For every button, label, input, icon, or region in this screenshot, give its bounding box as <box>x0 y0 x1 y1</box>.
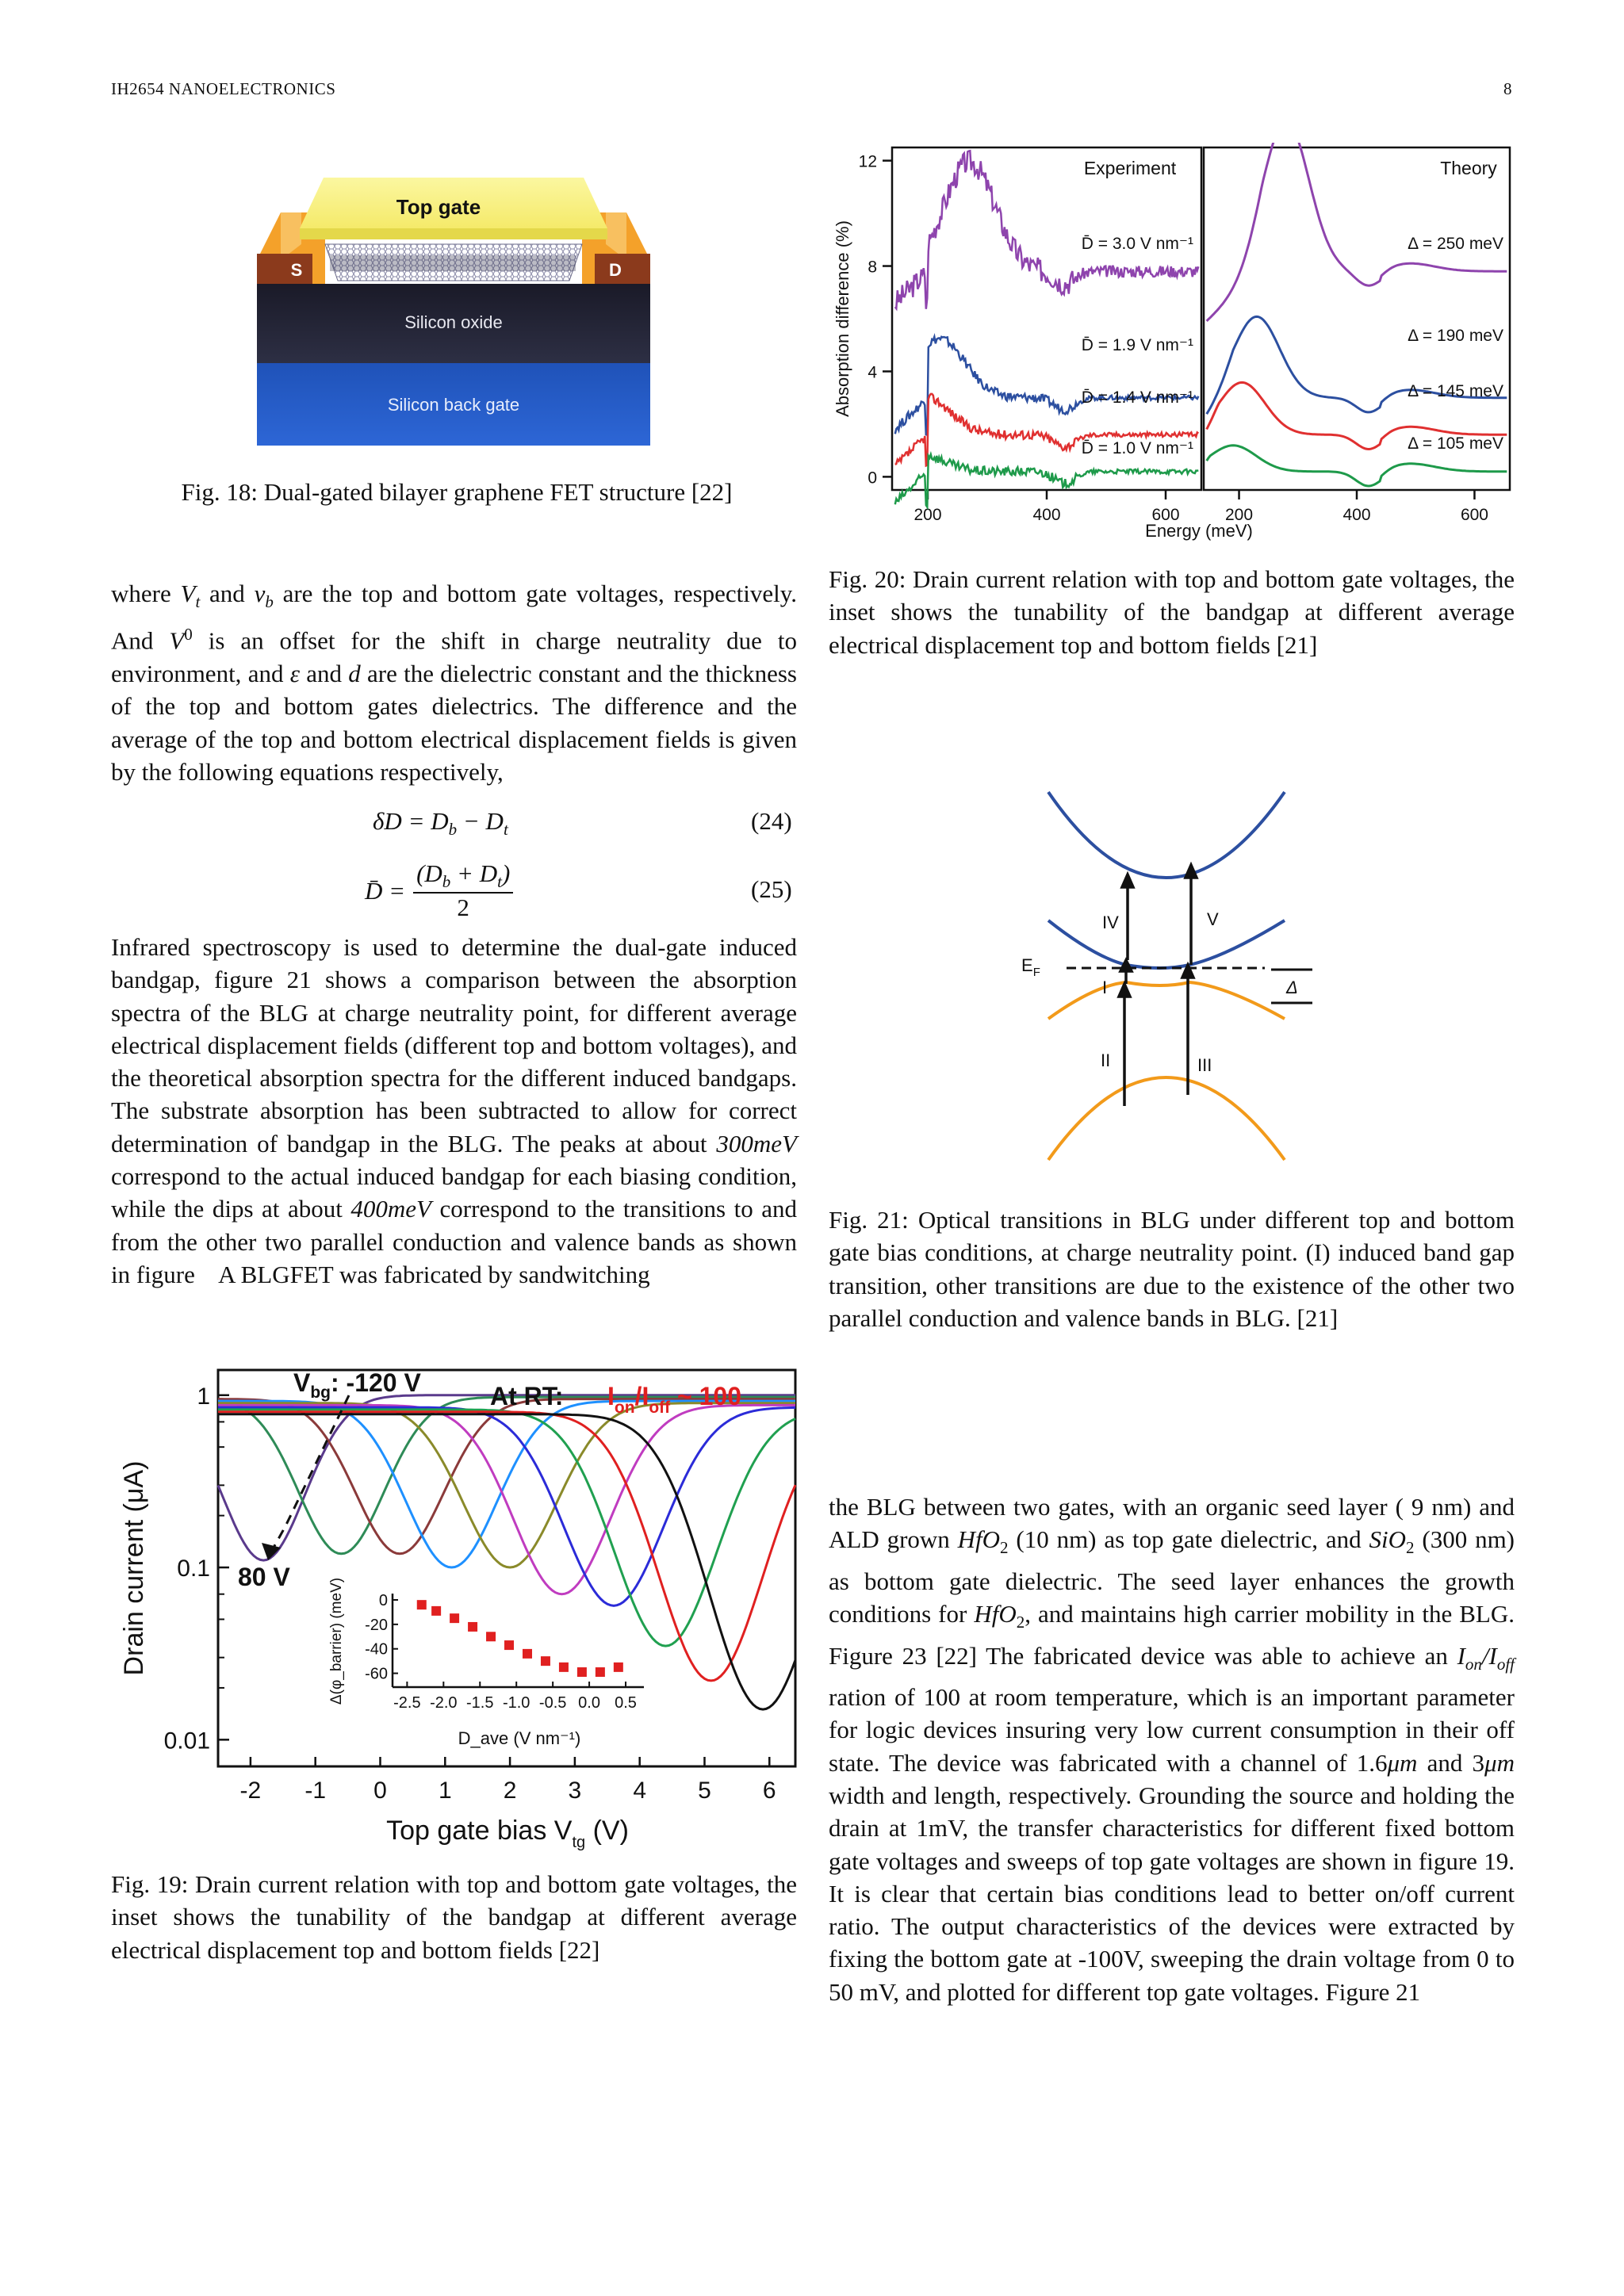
equation-24: $\delta D = D_b - D_t$ <box>373 807 508 840</box>
fig19-inset-x-tick-label: -1.5 <box>466 1694 494 1712</box>
fig20-x-axis-label: Energy (meV) <box>1145 521 1253 541</box>
fig19-caption: Fig. 19: Drain current relation with top and bottom gate voltages, the inset shows the tunability of the bandgap at different average electrical displacement top and bottom fields [22] <box>111 1870 797 1964</box>
fig20-x-tick-label: 400 <box>1032 506 1061 524</box>
fig19-x-tick-label: -1 <box>304 1777 327 1804</box>
fig19-inset-x-tick-label: 0.5 <box>615 1694 637 1712</box>
top-gate-label: Top gate <box>396 195 481 219</box>
fig20-theory-series-label: Δ = 190 meV <box>1408 327 1503 345</box>
equation-25: D̄ = $\frac{(D_b + D_t)}{2}$ <box>365 859 513 922</box>
fig19-at-rt: At RT: <box>490 1382 564 1410</box>
left-para-1: where $V_t$ and $v_b$ are the top and bottom gate voltages, respectively. And $V^0$ is an offset for the shift in charge neutrality due to environment, and ε and d are the dielectric constant and the thickness of the top and bottom gates dielectrics. The difference and the average of the top and bottom electrical displacement fields is given by the following equations respectively, <box>111 580 797 786</box>
running-header: IH2654 NANOELECTRONICS <box>111 79 336 98</box>
fig20-x-tick-label: 600 <box>1460 506 1488 524</box>
fig19-inset-x-tick-label: -0.5 <box>538 1694 567 1712</box>
fig19-inset <box>328 1578 644 1748</box>
fig20-exp-series-label: D̄ = 1.4 V nm⁻¹ <box>1081 388 1193 407</box>
fig20-exp-series-label: D̄ = 1.0 V nm⁻¹ <box>1081 439 1193 457</box>
conduction-band-upper <box>1048 792 1285 878</box>
fig18-caption: Fig. 18: Dual-gated bilayer graphene FET structure [22] <box>181 478 733 506</box>
fig20-y-tick-label: 8 <box>868 258 877 277</box>
fig19-inset-point <box>504 1640 514 1650</box>
equation-24-number: (24) <box>751 807 792 835</box>
left-para-2: Infrared spectroscopy is used to determine the dual-gate induced bandgap, figure 21 shows a comparison between the absorption spectra of the BLG at charge neutrality point, for different average electrical displacement fields (different top and bottom voltages), and the theoretical absorption spectra for the different induced bandgaps. The substrate absorption has been subtracted to allow for correct determination of bandgap in the BLG. The peaks at about 300meV correspond to the actual induced bandgap for each biasing condition, while the dips at about 400meV correspond to the transitions to and from the other two parallel conduction and valence bands as shown in figure A BLGFET was fabricated by sandwitching <box>111 933 797 1288</box>
fig20-theory-series-label: Δ = 250 meV <box>1408 235 1503 253</box>
fig20-x-tick-label: 200 <box>1225 506 1254 524</box>
fig19-curve-2 <box>218 1399 795 1554</box>
fig20-chart <box>825 143 1538 555</box>
fig20-exp-series-label: D̄ = 3.0 V nm⁻¹ <box>1081 235 1193 253</box>
fig19-inset-x-tick-label: -2.5 <box>393 1694 421 1712</box>
fig19-inset-point <box>468 1622 477 1632</box>
fig19-curve-1 <box>218 1397 795 1554</box>
fig20-x-tick-label: 200 <box>914 506 942 524</box>
fig18-device-diagram <box>252 149 655 447</box>
fig19-inset-point <box>559 1663 569 1672</box>
label-II: II <box>1101 1050 1111 1070</box>
label-IV: IV <box>1102 913 1119 932</box>
label-V: V <box>1207 909 1219 929</box>
fig19-inset-y-tick-label: 0 <box>378 1592 388 1609</box>
label-I: I <box>1102 978 1108 997</box>
fig19-inset-x-tick-label: -1.0 <box>502 1694 530 1712</box>
source-label: S <box>290 260 303 280</box>
oxide-label: Silicon oxide <box>404 312 503 332</box>
fig19-inset-y-tick-label: -60 <box>365 1665 388 1683</box>
fig19-inset-y-label: Δ(φ_barrier) (meV) <box>328 1577 345 1705</box>
fig19-x-tick-label: 3 <box>568 1777 582 1804</box>
fig20-theory-series-label: Δ = 145 meV <box>1408 382 1503 400</box>
fig20-exp-series-label: D̄ = 1.9 V nm⁻¹ <box>1081 336 1193 354</box>
fig19-x-tick-label: 4 <box>633 1777 647 1804</box>
fig19-x-tick-label: 2 <box>503 1777 517 1804</box>
fig20-exp-title: Experiment <box>1083 158 1177 178</box>
fig19-y-tick-label: 0.1 <box>177 1556 210 1582</box>
fig19-inset-point <box>523 1649 532 1659</box>
fig20-caption: Fig. 20: Drain current relation with top and bottom gate voltages, the inset shows the tunability of the bandgap at different average electrical displacement top and bottom fields [21] <box>829 565 1515 659</box>
valence-band-upper <box>1048 982 1285 1019</box>
fig20-x-tick-label: 400 <box>1342 506 1371 524</box>
label-III: III <box>1197 1055 1212 1075</box>
fig19-inset-x-tick-label: -2.0 <box>430 1694 458 1712</box>
fig19-inset-point <box>450 1613 459 1623</box>
fig19-x-tick-label: 0 <box>373 1777 387 1804</box>
fig19-vbg-label: $V_{bg}$: -120 V <box>293 1368 421 1402</box>
right-para: the BLG between two gates, with an organic seed layer ( 9 nm) and ALD grown HfO$_2$ (10 nm) as top gate dielectric, and SiO$_2$ (300 nm) as bottom gate dielectric. The seed layer enhances the growth conditions for HfO$_2$, and maintains high carrier mobility in the BLG. Figure 23 [22] The fabricated device was able to achieve an $I_{on}/I_{off}$ ration of 100 at room temperature, which is an important parameter for logic devices insuring very low current consumption in their off state. The device was fabricated with a channel of 1.6μm and 3μm width and length, respectively. Grounding the source and holding the drain at 1mV, the transfer characteristics for different fixed bottom gate voltages and sweeps of top gate voltages are shown in figure 19. It is clear that certain bias conditions lead to better on/off current ratio. The output characteristics of the devices were extracted by fixing the bottom gate at -100V, sweeping the drain voltage from 0 to 50 mV, and plotted for different top gate voltages. Figure 21 <box>829 1493 1515 2006</box>
fig20-x-tick-label: 600 <box>1151 506 1180 524</box>
fig19-y-tick-label: 1 <box>197 1383 210 1410</box>
fig20-theory-title: Theory <box>1440 158 1497 178</box>
fig20-y-tick-label: 12 <box>858 152 877 171</box>
fig19-x-tick-label: 1 <box>438 1777 452 1804</box>
fig19-y-axis-label: Drain current (μA) <box>119 1460 149 1676</box>
fig19-x-tick-label: -2 <box>239 1777 262 1804</box>
fig20-y-tick-label: 4 <box>868 363 877 382</box>
fig19-inset-y-tick-label: -40 <box>365 1640 388 1659</box>
fig19-curve-8 <box>218 1412 795 1681</box>
drain-label: D <box>609 260 622 280</box>
fig19-inset-point <box>431 1606 441 1616</box>
fig19-ratio-label: $I_{on}/I_{off}$ ~ 100 <box>607 1382 742 1417</box>
fig19-y-tick-label: 0.01 <box>163 1728 210 1755</box>
fig21-diagram <box>1007 781 1340 1185</box>
page-number: 8 <box>1503 79 1512 98</box>
fig20-y-tick-label: 0 <box>868 469 877 488</box>
fig21-caption: Fig. 21: Optical transitions in BLG under different top and bottom gate bias conditions, at charge neutrality point. (I) induced band gap transition, other transitions are due to the existence of the other two parallel conduction and valence bands in BLG. [21] <box>829 1206 1515 1332</box>
fig20-theory-series-label: Δ = 105 meV <box>1408 434 1503 453</box>
delta-label: Δ <box>1286 978 1298 997</box>
fig19-x-axis-label: Top gate bias $V_{tg}$ (V) <box>386 1816 629 1851</box>
fig19-80v-label: 80 V <box>238 1563 290 1591</box>
fig19-inset-point <box>596 1667 605 1677</box>
fig20-y-axis-label: Absorption difference (%) <box>833 220 852 417</box>
fig19-inset-y-tick-label: -20 <box>365 1616 388 1634</box>
ef-label: $E_F$ <box>1021 955 1040 979</box>
fig19-inset-point <box>614 1663 623 1672</box>
fig19-curve-0 <box>218 1395 795 1560</box>
equation-25-number: (25) <box>751 875 792 903</box>
back-gate-label: Silicon back gate <box>387 395 520 415</box>
conduction-band-lower <box>1048 920 1285 968</box>
fig19-chart <box>111 1356 802 1863</box>
fig19-x-tick-label: 5 <box>698 1777 711 1804</box>
fig19-curve-9 <box>218 1414 795 1709</box>
fig19-inset-point <box>577 1667 587 1677</box>
fig19-curve-7 <box>218 1410 795 1646</box>
fig19-inset-x-label: D_ave (V nm⁻¹) <box>458 1728 581 1748</box>
fig19-inset-x-tick-label: 0.0 <box>578 1694 600 1712</box>
fig19-inset-point <box>486 1632 496 1641</box>
valence-band-lower <box>1048 1077 1285 1160</box>
fig19-inset-point <box>541 1656 550 1666</box>
fig19-inset-point <box>417 1600 427 1609</box>
fig19-x-tick-label: 6 <box>762 1777 776 1804</box>
